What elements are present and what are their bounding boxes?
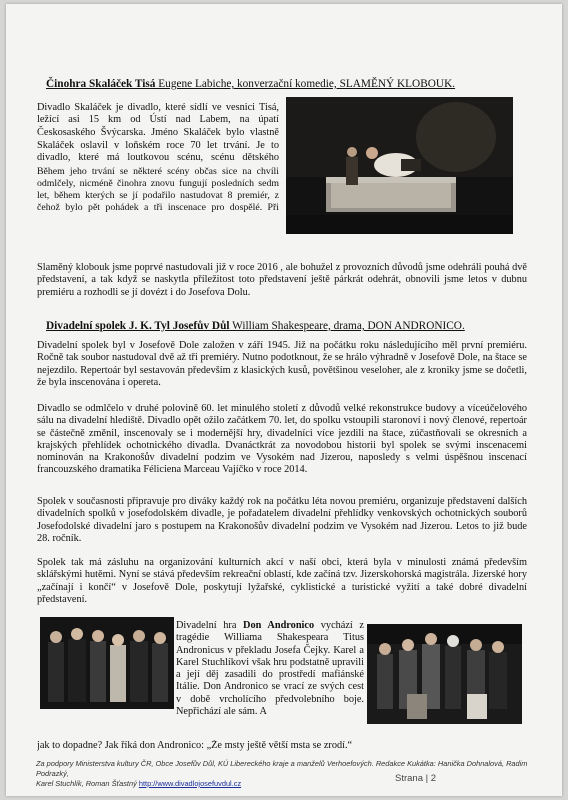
- text-span: vychází z tragédie Williama Shakespeara Titus Andronicus v překladu Josefa Čejky. Karel a Karel Stuchlíkovi však hru podstatně upravili a její děj zasadili do prostředí mafiánské Itálie. Don Andronico se vrací ze svých cest v době vrcholícího předvolebního boje. Nepřichází ale sám. A: [176, 620, 364, 718]
- paragraph: Slaměný klobouk jsme poprvé nastudovali již v roce 2016 , ale bohužel z provozních důvodů jsme odehráli pouhá dvě představení, a tak když se naskytla příležitost toto představení ještě párkrát odehrát, obnovili jsme letos v dubnu premiéru a rozhodli se jí dovézt i do Josefova Dolu.: [37, 262, 527, 298]
- paragraph: Skaláček oslavil v loňském roce 70 let trvání. Je to divadlo, které má loutkovou scénu, scénu dětského: [37, 140, 279, 164]
- paragraph: Divadlo Skaláček je divadlo, které sídlí ve vesnici Tisá, ležící asi 15 km od Ústí nad Labem, na úpatí Českosaského Švýcarska. Jméno Skaláček bylo vlastně: [37, 102, 279, 138]
- section-heading-josefuv-dul: [46, 320, 465, 333]
- heading-rest: Eugene Labiche, konverzační komedie, SLAMĚNÝ KLOBOUK.: [155, 78, 456, 90]
- footer-credits: Za podpory Ministerstva kultury ČR, Obce Josefův Důl, KÚ Libereckého kraje a manželů Verhoefových. Redakce Kukátka: Hanička Dohnalová, Radim Podrazký,: [36, 759, 528, 778]
- page-number: Strana | 2: [395, 773, 437, 784]
- stage-photo-don-andronico-left: [40, 617, 174, 709]
- paragraph: Divadelní spolek byl v Josefově Dole založen v září 1945. Již na počátku roku následujícího měl první premiéru. Ročně tak soubor nastudoval dvě až tři premiéry. Nutno podotknout, že se hrálo výhradně v Josefově Dole, na štace se nejezdilo. Repertoár byl sestavován především z klasických kusů, povětšinou veseloher, ale z kroniky jsme se dočetli, že byla inscenována i opereta.: [37, 340, 527, 388]
- footer: [36, 759, 536, 789]
- website-link[interactable]: http://www.divadlojosefuvdul.cz: [138, 779, 242, 788]
- paragraph-tail: jak to dopadne? Jak říká don Andronico: „Že msty ještě větší msta se zrodí.“: [37, 740, 353, 751]
- heading-rest: William Shakespeare, drama, DON ANDRONICO.: [229, 320, 465, 332]
- heading-bold: Divadelní spolek J. K. Tyl Josefův Důl: [46, 320, 230, 332]
- play-title: Don Andronico: [243, 620, 315, 631]
- paragraph: Spolek v současnosti připravuje pro diváky každý rok na počátku léta novou premiéru, organizuje představení dalších divadelních spolků v josefodolském divadle, je pořadatelem divadelní přehlídky venkovských ochotnických souborů Josefodolské divadelní jaro s postupem na Krakonošův divadelní podzim ve Vysokém nad Jizerou. Letos to již bude 28. ročník.: [37, 496, 527, 544]
- section-heading-skalacek: [46, 78, 455, 91]
- page: [6, 4, 562, 796]
- stage-photo-don-andronico-right: [367, 624, 522, 724]
- heading-bold: Činohra Skaláček Tisá: [46, 78, 156, 90]
- footer-names: Karel Stuchlík, Roman Šťastný: [36, 779, 137, 788]
- paragraph: [37, 166, 527, 241]
- paragraph-wrap-part: Během jeho trvání se některé scény občas sice na chvíli odmlčely, nicméně činohra znovu fungují posledních sedm let, během kterých se jí podařilo nastudovat 8 premiér, z čehož bylo pět pohádek a tři inscenace pro dospělé. Při: [37, 166, 279, 213]
- paragraph-don-andronico: [176, 620, 364, 740]
- paragraph: Spolek tak má zásluhu na organizování kulturních akcí v naší obci, která byla v minulosti známá především sklářskými hutěmi. Nyní se stává především rekreační oblastí, kde začíná tzv. Jizerskohorská magistrála. Jizerské hory „začínají i končí“ v Josefově Dole, poskytují lyžařské, cyklistické a turistické vyžití a také dobré divadelní představení.: [37, 557, 527, 605]
- paragraph: Divadlo se odmlčelo v druhé polovině 60. let minulého století z důvodů velké rekonstrukce budovy a víceúčelového sálu na divadelní hlediště. Divadlo opět ožilo začátkem 70. let, do spolku vstoupili staronoví i nový členové, repertoár se částečně změnil, inscenovaly se i modernější hry, divadelníci více jezdili na štace, zúčastňovali se okresních a krajských přehlídek ochotnického divadla. Dvanáctkrát za novodobou historii byl spolek se svými inscenacemi nominován na Krakonošův divadelní podzim ve Vysokém nad Jizerou, naposledy s velmi úspěšnou inscenací francouzského dramatika Féliciena Marceau Vajíčko v roce 2014.: [37, 403, 527, 476]
- text-span: Divadelní hra: [176, 620, 244, 631]
- footer-credits-line2: [36, 779, 536, 789]
